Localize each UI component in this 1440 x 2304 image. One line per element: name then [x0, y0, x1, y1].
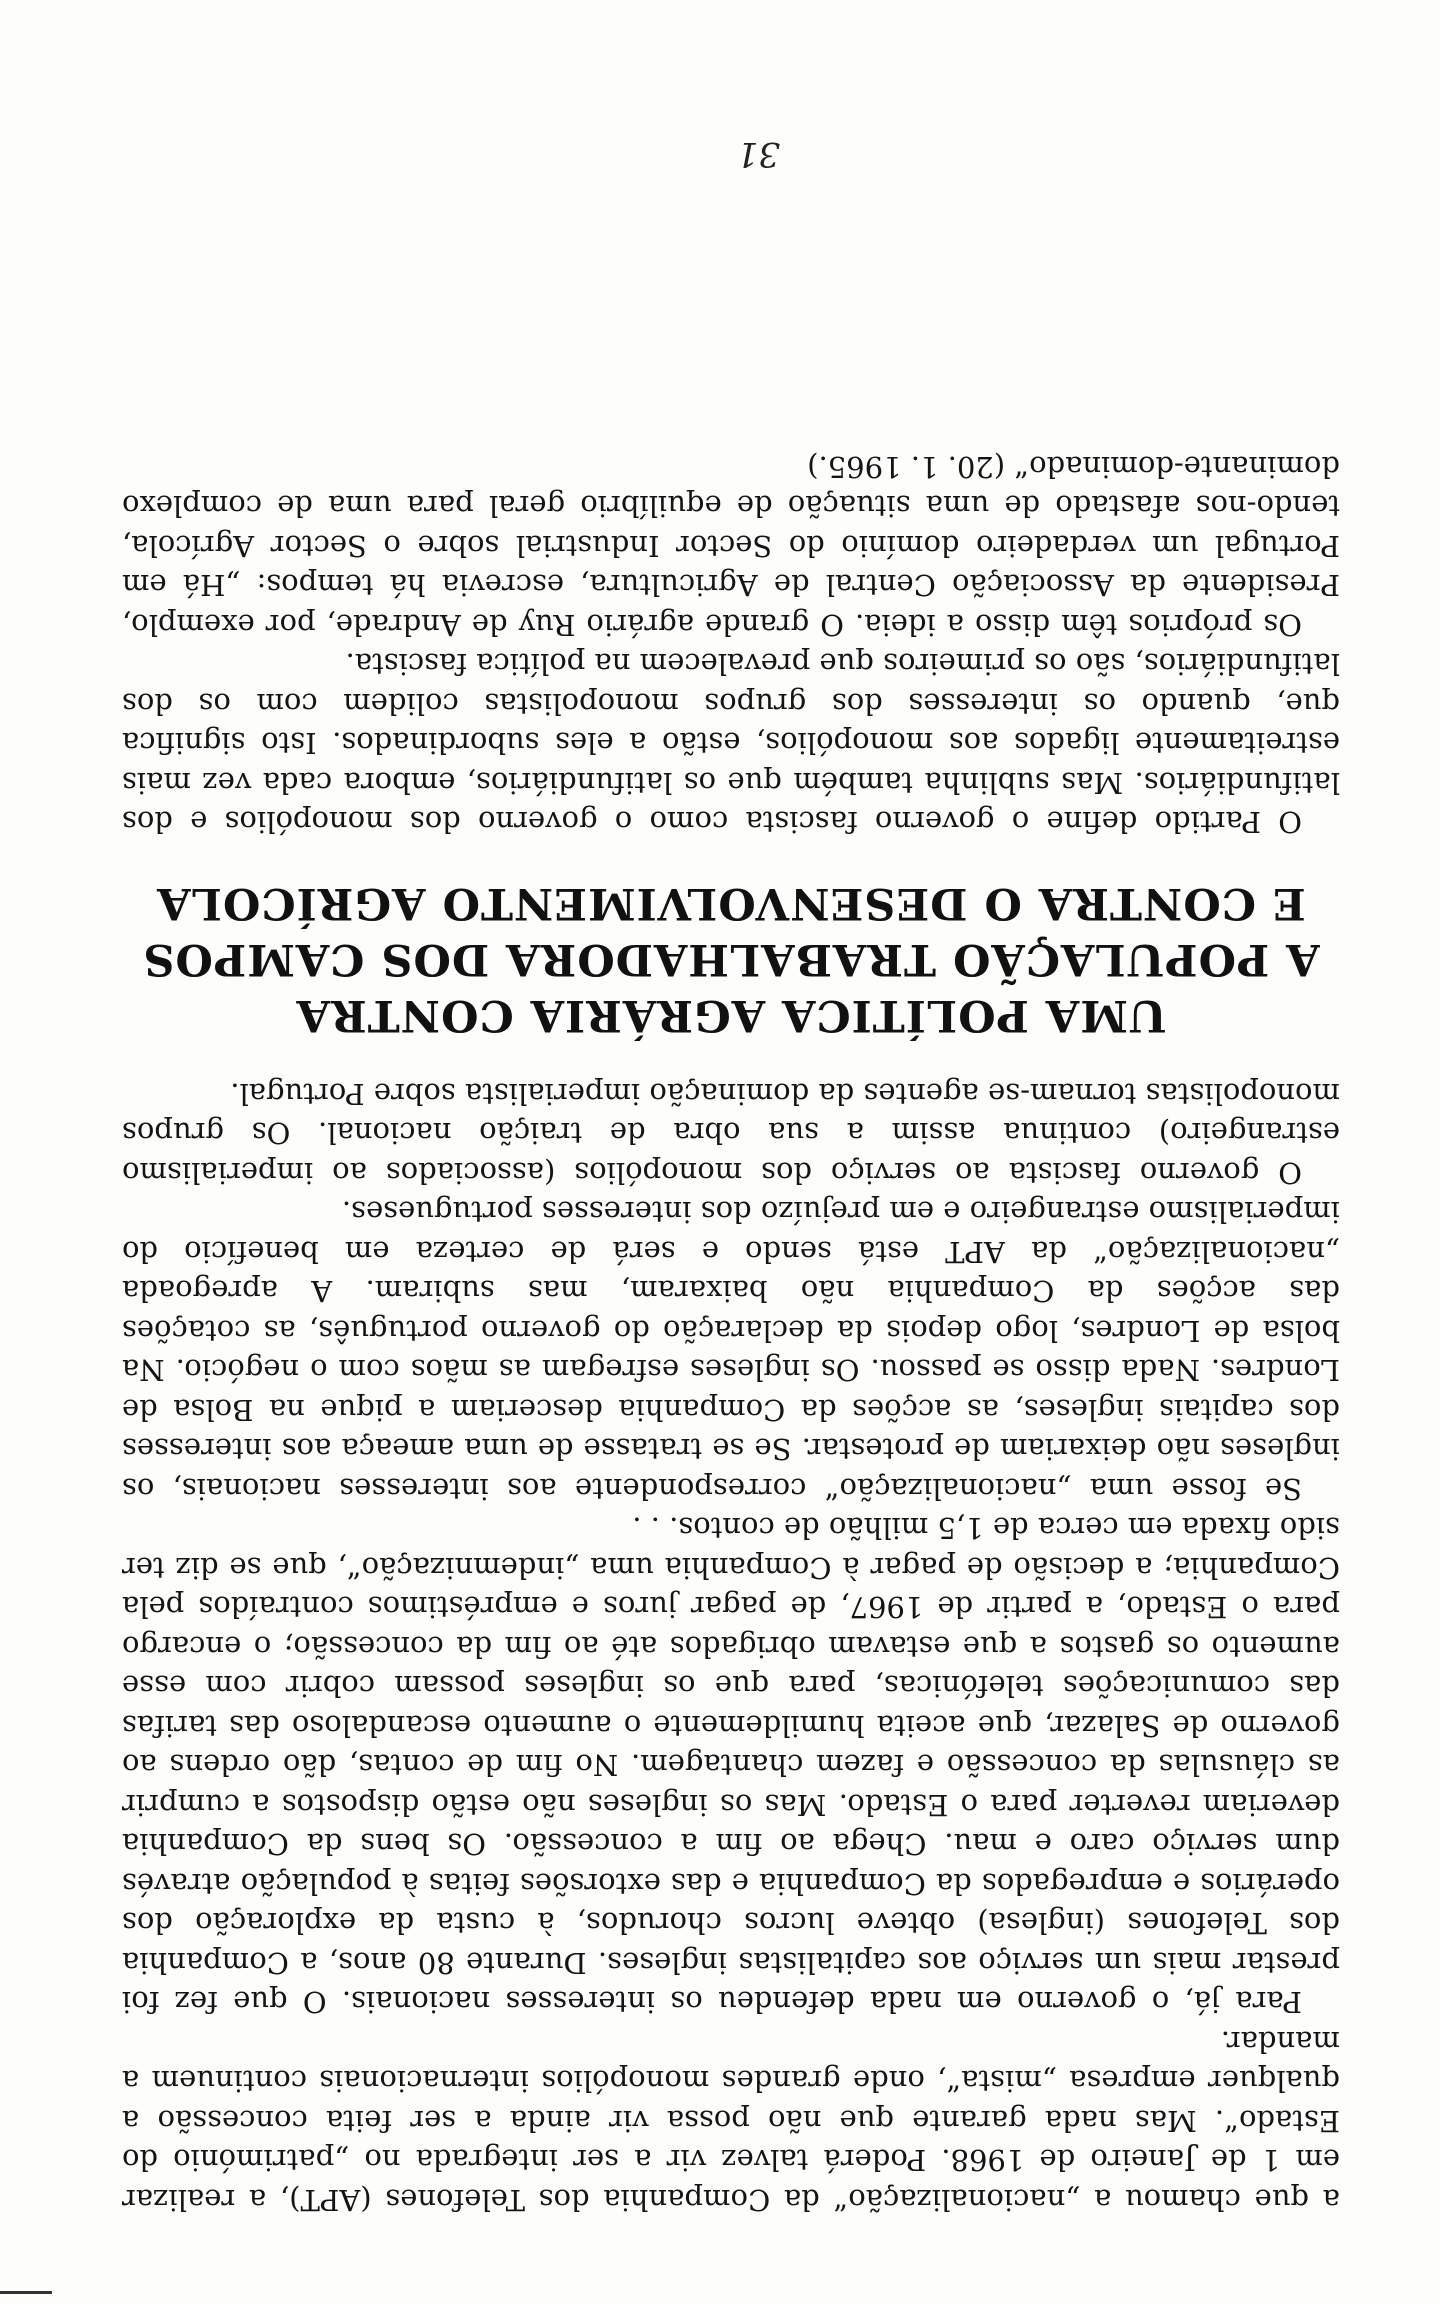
- heading-line-2: A POPULAÇÃO TRABALHADORA DOS CAMPOS: [142, 934, 1320, 985]
- paragraph-se-fosse: Se fosse uma „nacionalização“ correspondente aos interesses nacionais, os ingleses não deixariam de protestar. Se se tratasse de uma ameaça aos interesses dos capitais ingleses, as acções da Companhia desceriam a pique na Bolsa de Londres. Nada disso se passou. Os ingleses esfregam as mãos com o negócio. Na bolsa de Londres, logo depois da declaração do governo português, as cotações das acções da Companhia não baixaram, mas subiram. A apregoada „nacionalização“ da APT está sendo e será de certeza em benefício do imperialismo estrangeiro e em prejuízo dos interesses portugueses.: [122, 1195, 1340, 1506]
- scan-edge-mark: [0, 2291, 52, 2294]
- heading-line-1: UMA POLÍTICA AGRÁRIA CONTRA: [295, 990, 1167, 1041]
- paragraph-nacionalizacao-apt: a que chamou a „nacionalização“ da Companhia dos Telefones (APT), a realizar em 1 de Janeiro de 1968. Poderá talvez vir a ser integrada no „património do Estado“. Mas nada garante que não possa vir ainda a ser feita concessão a qualquer empresa „mista“, onde grandes monopólios internacionais continuem a mandar.: [122, 2025, 1340, 2217]
- paragraph-proprios: Os próprios têm disso a ideia. O grande agrário Ruy de Andrade, por exemplo, Presidente da Associação Central de Agricultura, escrevia há tempos: „Há em Portugal um verdadeiro domínio do Sector Industrial sobre o Sector Agrícola, tendo-nos afastado de uma situação de equilíbrio geral para uma de complexo dominante-dominado“ (20. 1. 1965.): [122, 450, 1340, 642]
- page-number: 31: [736, 134, 780, 174]
- paragraph-governo-fascista: O governo fascista ao serviço dos monopólios (associados ao imperialismo estrangeiro) continua assim a sua obra de traição nacional. Os grupos monopolistas tornam-se agentes da dominação imperialista sobre Portugal.: [122, 1077, 1340, 1190]
- paragraph-para-ja: Para já, o governo em nada defendeu os interesses nacionais. O que fez foi prestar mais um serviço aos capitalistas ingleses. Durante 80 anos, a Companhia dos Telefones (inglesa) obteve lucros chorudos, à custa da exploração dos operários e empregados da Companhia e das extorsões feitas à população através dum serviço caro e mau. Chega ao fim a concessão. Os bens da Companhia deveriam reverter para o Estado. Mas os ingleses não estão dispostos a cumprir as cláusulas da concessão e fazem chantagem. No fim de contas, dão ordens ao governo de Salazar, que aceita humildemente o aumento escandaloso das tarifas das comunicações telefónicas, para que os ingleses possam cobrir com esse aumento os gastos a que estavam obrigados até ao fim da concessão; o encargo para o Estado, a partir de 1967, de pagar juros e empréstimos contraídos pela Companhia; a decisão de pagar à Companhia uma „indemnização“, que se diz ter sido fixada em cerca de 1,5 milhão de contos. . .: [122, 1511, 1340, 2020]
- heading-line-3: E CONTRA O DESENVOLVIMENTO AGRÍCOLA: [156, 878, 1306, 929]
- page-body: [122, 447, 1340, 2220]
- section-heading: [122, 876, 1340, 1044]
- paragraph-partido-define: O Partido define o governo fascista como o governo dos monopólios e dos latifundiários. Mas sublinha também que os latifundiários, embora cada vez mais estreitamente ligados aos monopólios, estão a eles subordinados. Isto significa que, quando os interesses dos grupos monopolistas colidem com os dos latifundiários, são os primeiros que prevalecem na política fascista.: [122, 647, 1340, 840]
